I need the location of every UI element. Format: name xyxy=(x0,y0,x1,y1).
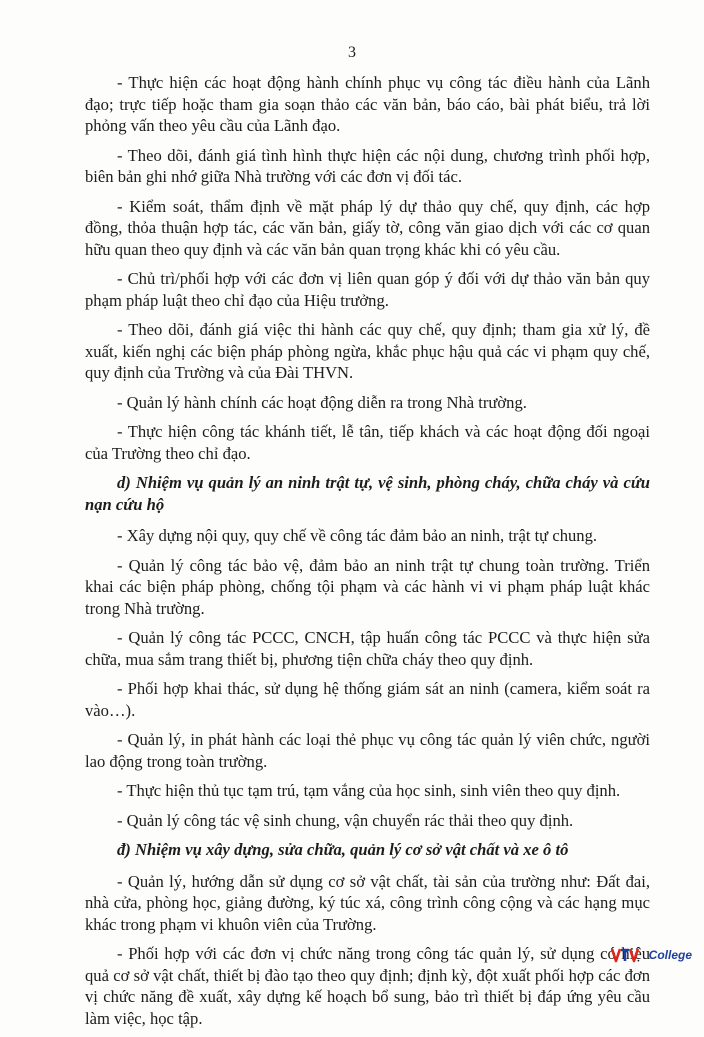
vtv-college-watermark xyxy=(611,947,692,963)
paragraph: - Thực hiện các hoạt động hành chính phục vụ công tác điều hành của Lãnh đạo; trực tiếp hoặc tham gia soạn thảo các văn bản, báo cáo, bài phát biểu, trả lời phỏng vấn theo yêu cầu của Lãnh đạo. xyxy=(85,73,650,135)
paragraph: - Theo dõi, đánh giá tình hình thực hiện các nội dung, chương trình phối hợp, biên bản ghi nhớ giữa Nhà trường với các đơn vị đối tác. xyxy=(85,145,650,186)
paragraph: - Quản lý công tác vệ sinh chung, vận chuyển rác thải theo quy định. xyxy=(117,810,574,830)
vtv-logo-icon xyxy=(611,947,647,963)
paragraph: - Phối hợp khai thác, sử dụng hệ thống giám sát an ninh (camera, kiểm soát ra vào…). xyxy=(85,679,650,720)
paragraph: - Chủ trì/phối hợp với các đơn vị liên quan góp ý đối với dự thảo văn bản quy phạm pháp luật theo chỉ đạo của Hiệu trưởng. xyxy=(85,269,650,310)
page-number: 3 xyxy=(348,44,356,61)
paragraph: - Quản lý, hướng dẫn sử dụng cơ sở vật chất, tài sản của trường như: Đất đai, nhà cửa, phòng học, giảng đường, ký túc xá, công trình công cộng và các hạng mục khác trong phạm vi khuôn viên của Trường. xyxy=(85,871,650,934)
paragraph: - Thực hiện công tác khánh tiết, lễ tân, tiếp khách và các hoạt động đối ngoại của Trường theo chỉ đạo. xyxy=(85,422,650,463)
watermark-text: College xyxy=(648,948,692,962)
paragraph: - Kiểm soát, thẩm định về mặt pháp lý dự thảo quy chế, quy định, các hợp đồng, thỏa thuận hợp tác, các văn bản, giấy tờ, công văn giao dịch với các cơ quan hữu quan theo quy định và các văn bản quan trọng khác khi có yêu cầu. xyxy=(85,196,650,259)
section-heading: đ) Nhiệm vụ xây dựng, sửa chữa, quản lý cơ sở vật chất và xe ô tô xyxy=(117,840,569,859)
document-body xyxy=(85,72,650,1037)
paragraph: - Quản lý, in phát hành các loại thẻ phục vụ công tác quản lý viên chức, người lao động trong toàn trường. xyxy=(85,730,650,771)
paragraph: - Quản lý công tác bảo vệ, đảm bảo an ninh trật tự chung toàn trường. Triển khai các biện pháp phòng, chống tội phạm và các hành vi vi phạm pháp luật khác trong Nhà trường. xyxy=(85,555,650,618)
paragraph: - Theo dõi, đánh giá việc thi hành các quy chế, quy định; tham gia xử lý, đề xuất, kiến nghị các biện pháp phòng ngừa, khắc phục hậu quả các vi phạm quy chế, quy định của Trường và của Đài THVN. xyxy=(85,320,650,382)
section-heading: d) Nhiệm vụ quản lý an ninh trật tự, vệ sinh, phòng cháy, chữa cháy và cứu nạn cứu hộ xyxy=(85,473,650,514)
paragraph: - Quản lý hành chính các hoạt động diễn ra trong Nhà trường. xyxy=(117,392,527,412)
paragraph: - Phối hợp với các đơn vị chức năng trong công tác quản lý, sử dụng có hiệu quả cơ sở vật chất, thiết bị đào tạo theo quy định; định kỳ, đột xuất phối hợp các đơn vị chức năng đề xuất, xây dựng kế hoạch bổ sung, bảo trì thiết bị đáp ứng yêu cầu làm việc, học tập. xyxy=(85,944,650,1028)
paragraph: - Quản lý công tác PCCC, CNCH, tập huấn công tác PCCC và thực hiện sửa chữa, mua sắm trang thiết bị, phương tiện chữa cháy theo quy định. xyxy=(85,628,650,669)
paragraph: - Thực hiện thủ tục tạm trú, tạm vắng của học sinh, sinh viên theo quy định. xyxy=(117,781,621,800)
paragraph: - Xây dựng nội quy, quy chế về công tác đảm bảo an ninh, trật tự chung. xyxy=(117,526,598,545)
